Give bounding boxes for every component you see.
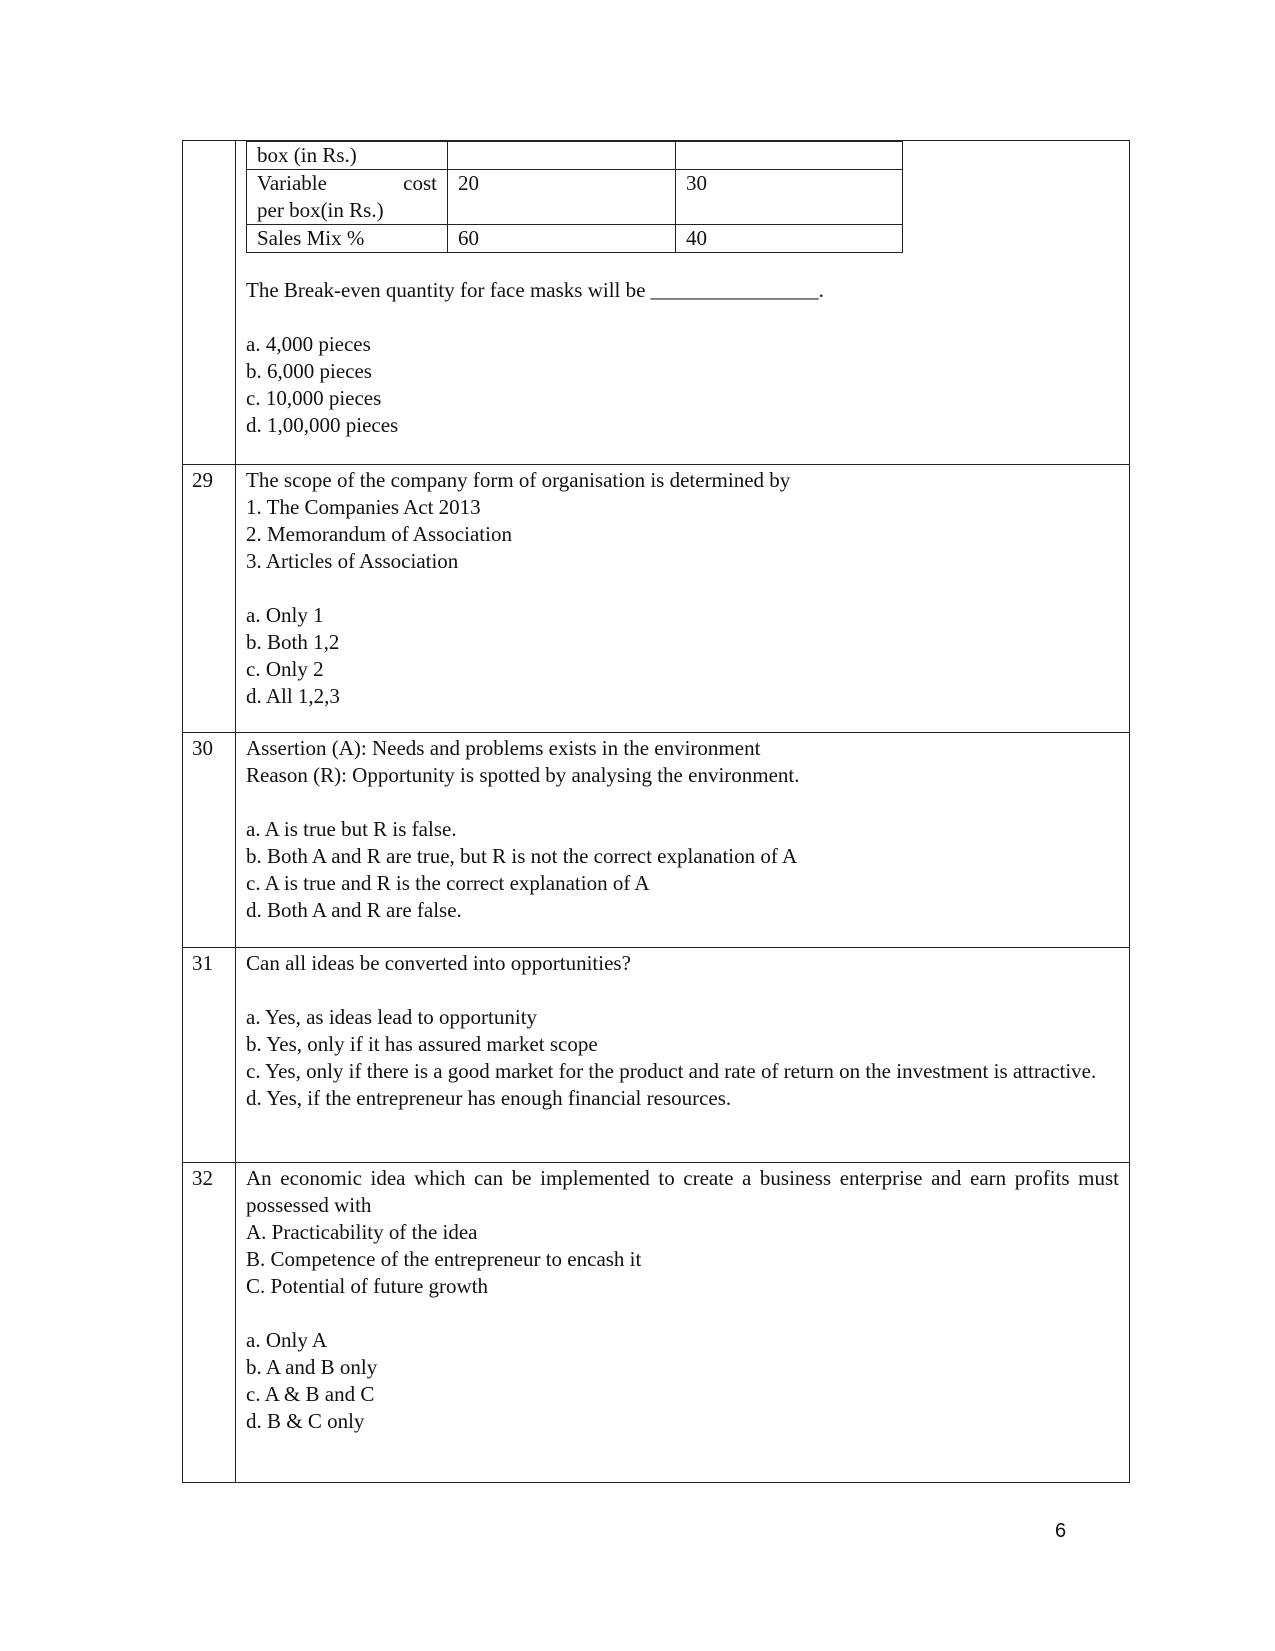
statement: 1. The Companies Act 2013	[246, 495, 481, 519]
option: c. Yes, only if there is a good market for the product and rate of return on the investment is attractive.	[246, 1059, 1097, 1083]
question-row-29	[183, 465, 1130, 733]
option: b. 6,000 pieces	[246, 359, 372, 383]
label-part: cost	[403, 171, 437, 195]
option: b. Both A and R are true, but R is not the correct explanation of A	[246, 844, 798, 868]
question-body-cell	[236, 948, 1130, 1163]
question-content	[236, 253, 1129, 439]
question-body-cell	[236, 733, 1130, 948]
question-number-cell	[183, 733, 236, 948]
question-number-cell	[183, 1163, 236, 1483]
statement: 2. Memorandum of Association	[246, 522, 512, 546]
question-text: An economic idea which can be implemented to create a business enterprise and earn profits must possessed with	[246, 1166, 1119, 1217]
question-body-cell	[236, 141, 1130, 465]
question-number-cell	[183, 948, 236, 1163]
cost-table-row	[247, 225, 903, 253]
statement: 3. Articles of Association	[246, 549, 459, 573]
assertion-text: Assertion (A): Needs and problems exists in the environment	[246, 736, 761, 760]
question-content	[236, 733, 1129, 924]
option: d. Yes, if the entrepreneur has enough financial resources.	[246, 1086, 732, 1110]
statement: A. Practicability of the idea	[246, 1220, 478, 1244]
option: c. 10,000 pieces	[246, 386, 382, 410]
option: b. Yes, only if it has assured market scope	[246, 1032, 598, 1056]
option: b. Both 1,2	[246, 630, 340, 654]
question-content	[236, 1163, 1129, 1435]
option: c. A is true and R is the correct explanation of A	[246, 871, 650, 895]
label-part: per box(in Rs.)	[257, 198, 384, 222]
page-number: 6	[1055, 1520, 1067, 1542]
label-part: Variable	[257, 171, 327, 195]
cost-table-cell: 60	[448, 225, 676, 253]
statement: B. Competence of the entrepreneur to encash it	[246, 1247, 642, 1271]
cost-table-cell: 30	[676, 170, 903, 225]
option: a. Yes, as ideas lead to opportunity	[246, 1005, 538, 1029]
cost-table-row	[247, 170, 903, 225]
option: b. A and B only	[246, 1355, 378, 1379]
question-number: 30	[192, 736, 213, 760]
option: d. Both A and R are false.	[246, 898, 462, 922]
cost-table-row	[247, 142, 903, 170]
cost-table-cell	[448, 142, 676, 170]
question-number: 29	[192, 468, 213, 492]
question-text: The scope of the company form of organisation is determined by	[246, 468, 791, 492]
cost-table-label: Sales Mix %	[247, 225, 448, 253]
question-number: 32	[192, 1166, 213, 1190]
question-number-cell	[183, 465, 236, 733]
cost-table-label	[247, 170, 448, 225]
question-row-31	[183, 948, 1130, 1163]
option: a. Only 1	[246, 603, 324, 627]
reason-text: Reason (R): Opportunity is spotted by analysing the environment.	[246, 763, 800, 787]
question-text: The Break-even quantity for face masks will be ________________.	[246, 278, 824, 302]
option: d. 1,00,000 pieces	[246, 413, 399, 437]
option: d. All 1,2,3	[246, 684, 340, 708]
question-body-cell	[236, 1163, 1130, 1483]
option: a. Only A	[246, 1328, 328, 1352]
question-row-30	[183, 733, 1130, 948]
question-row-28	[183, 141, 1130, 465]
option: a. 4,000 pieces	[246, 332, 371, 356]
cost-table	[246, 141, 903, 253]
question-row-32	[183, 1163, 1130, 1483]
question-body-cell	[236, 465, 1130, 733]
statement: C. Potential of future growth	[246, 1274, 489, 1298]
question-number-cell	[183, 141, 236, 465]
cost-table-cell: 20	[448, 170, 676, 225]
question-number: 31	[192, 951, 213, 975]
cost-table-label: box (in Rs.)	[247, 142, 448, 170]
question-text: Can all ideas be converted into opportunities?	[246, 951, 631, 975]
option: c. Only 2	[246, 657, 324, 681]
question-content	[236, 948, 1129, 1112]
option: a. A is true but R is false.	[246, 817, 457, 841]
question-content	[236, 465, 1129, 710]
option: c. A & B and C	[246, 1382, 375, 1406]
cost-table-cell: 40	[676, 225, 903, 253]
question-table	[182, 140, 1130, 1483]
cost-table-cell	[676, 142, 903, 170]
option: d. B & C only	[246, 1409, 365, 1433]
